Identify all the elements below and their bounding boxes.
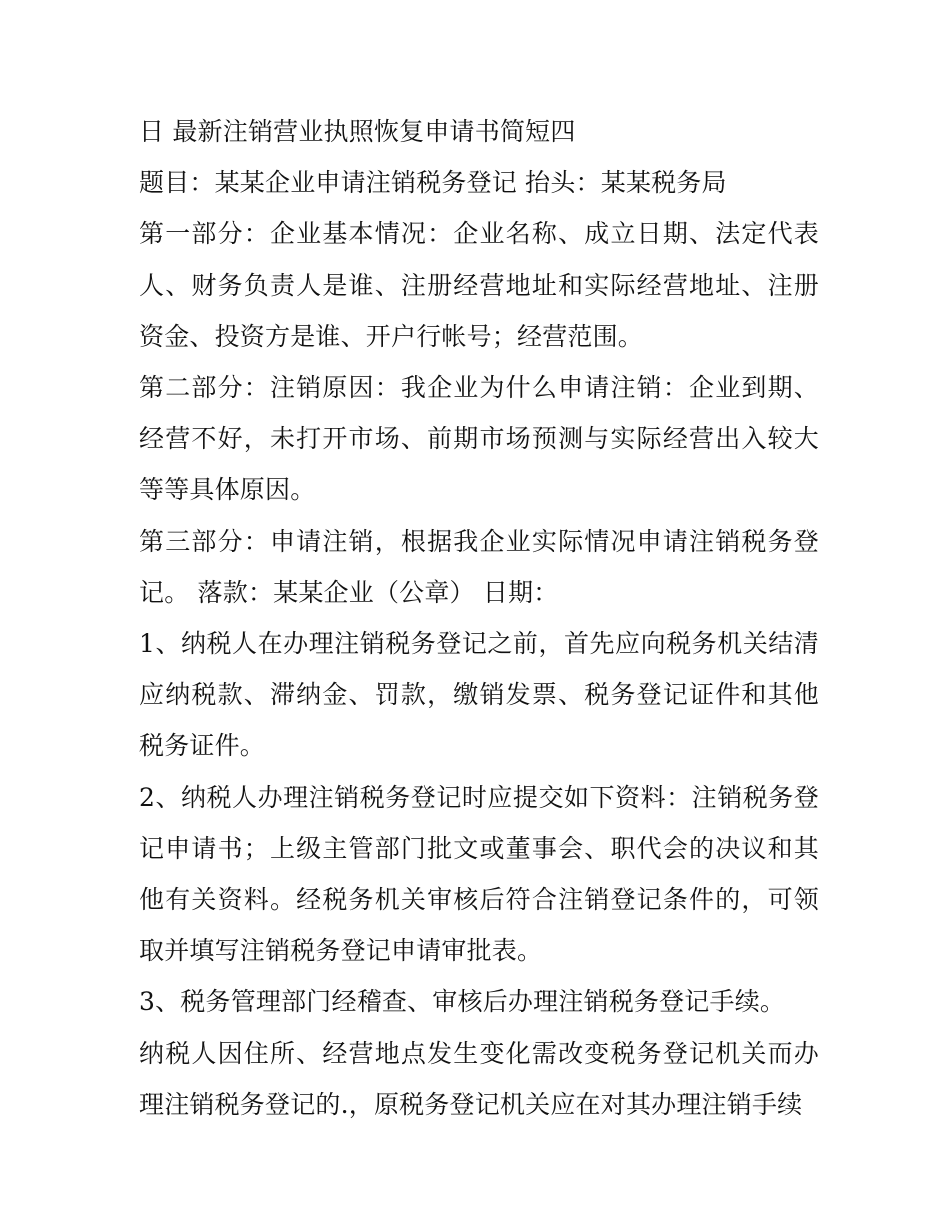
part-two-paragraph: 第二部分：注销原因：我企业为什么申请注销：企业到期、经营不好，未打开市场、前期市场预测与实际经营出入较大等等具体原因。 (139, 373, 819, 505)
relocation-paragraph: 纳税人因住所、经营地点发生变化需改变税务登记机关而办理注销税务登记的.，原税务登记机关应在对其办理注销手续 (139, 1038, 819, 1119)
title-and-addressee: 题目：某某企业申请注销税务登记 抬头：某某税务局 (139, 168, 727, 198)
item-one-paragraph: 1、纳税人在办理注销税务登记之前，首先应向税务机关结清应纳税款、滞纳金、罚款，缴销发票、税务登记证件和其他税务证件。 (139, 629, 819, 761)
document-heading: 日 最新注销营业执照恢复申请书简短四 (139, 117, 576, 146)
part-one-paragraph: 第一部分：企业基本情况：企业名称、成立日期、法定代表人、财务负责人是谁、注册经营地址和实际经营地址、注册资金、投资方是谁、开户行帐号；经营范围。 (139, 219, 819, 351)
document-body (139, 106, 819, 1130)
item-three-paragraph: 3、税务管理部门经稽查、审核后办理注销税务登记手续。 (139, 987, 786, 1017)
item-two-paragraph: 2、纳税人办理注销税务登记时应提交如下资料：注销税务登记申请书；上级主管部门批文或董事会、职代会的决议和其他有关资料。经税务机关审核后符合注销登记条件的，可领取并填写注销税务登记申请审批表。 (139, 782, 819, 966)
part-three-paragraph: 第三部分：申请注销，根据我企业实际情况申请注销税务登记。 落款：某某企业（公章） 日期： (139, 526, 819, 607)
